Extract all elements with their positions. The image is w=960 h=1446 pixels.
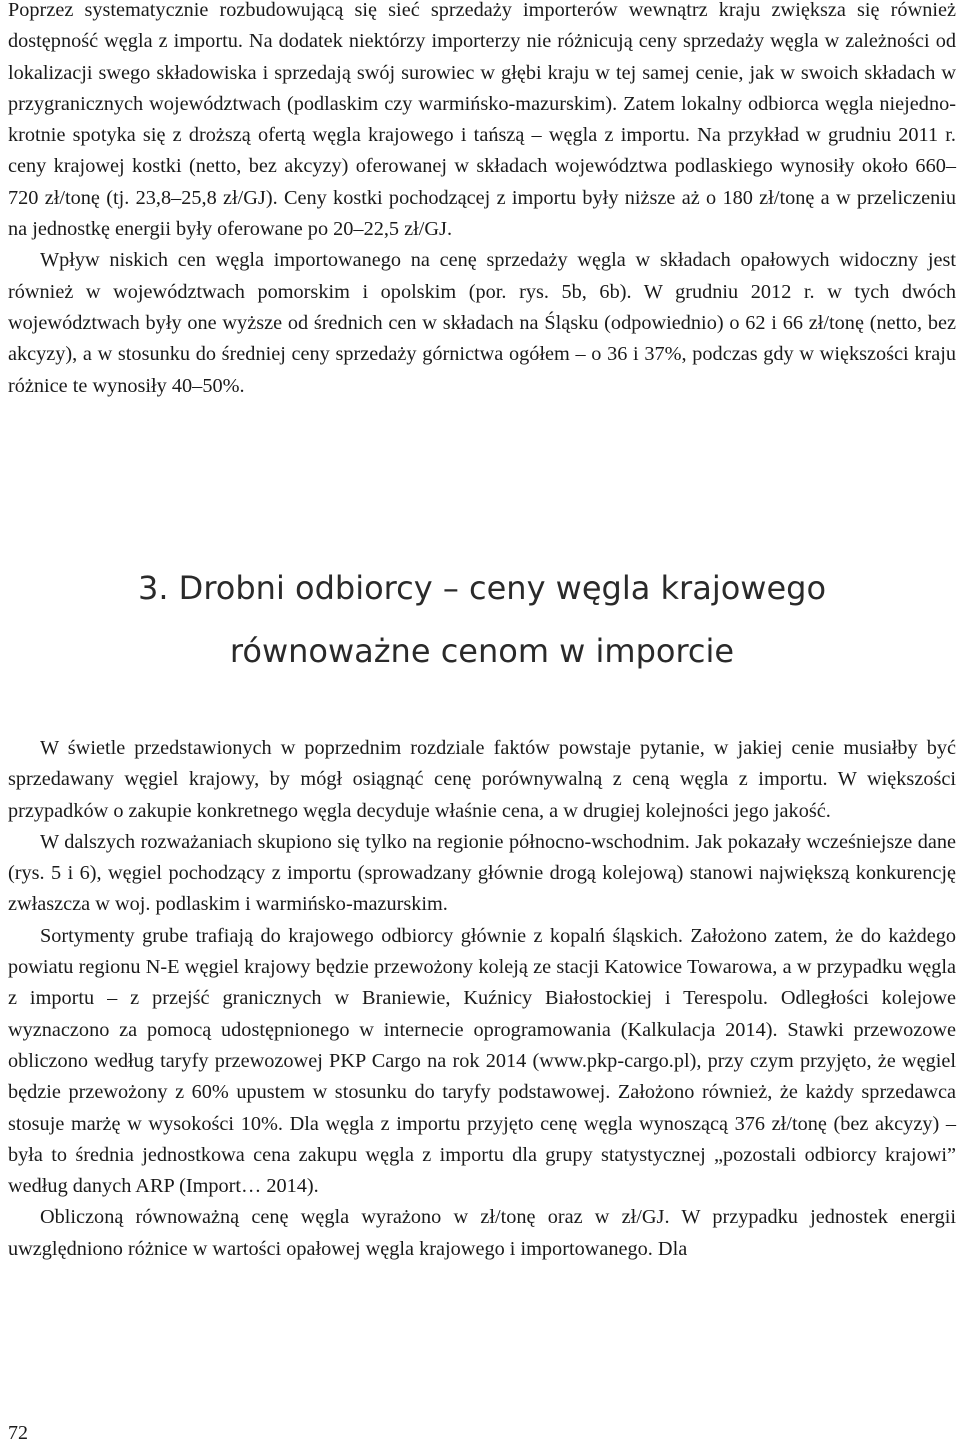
section-heading: 3. Drobni odbiorcy – ceny węgla krajowego równoważne cenom w imporcie <box>137 569 827 670</box>
paragraph-import-price-impact: Wpływ niskich cen węgla importowanego na cenę sprzedaży węgla w składach opałowych widoczny jest również w województwach pomorskim i opolskim (por. rys. 5b, 6b). W grudniu 2012 r. w tych dwóch województwach były one wyższe od średnich cen w składach na Śląsku (odpowiednio) o 62 i 66 zł/tonę (netto, bez akcyzy), a w stosunku do średniej ceny sprzedaży górnictwa ogółem – o 36 i 37%, podczas gdy w większości kraju różnice te wynosiły 40–50%. <box>8 249 956 397</box>
paragraph-research-question: W świetle przedstawionych w poprzednim rozdziale faktów powstaje pytanie, w jakiej cenie musiałby być sprzedawany węgiel krajowy, by mógł osiągnąć cenę porównywalną z ceną węgla z importu. W większości przypadków o zakupie konkretnego węgla decyduje właśnie cena, a w drugiej kolejności jego jakość. <box>8 737 956 822</box>
top-text-block <box>8 0 956 402</box>
page-number: 72 <box>8 1422 28 1444</box>
section-heading-block <box>8 557 956 683</box>
paragraph-import-availability: Poprzez systematycznie rozbudowującą się sieć sprzedaży importerów wewnątrz kraju zwiększa się również dostępność węgla z importu. Na dodatek niektórzy importerzy nie różnicują ceny sprzedaży węgla w zależności od lokalizacji swego składowiska i sprzedają swój surowiec w głębi kraju w tej samej cenie, jak w swoich składach w przygranicznych województwach (podlaskim czy warmińsko-mazurskim). Zatem lokalny odbiorca węgla niejednokrotnie spotyka się z droższą ofertą węgla krajowego i tańszą – węgla z importu. Na przykład w grudniu 2011 r. ceny krajowej kostki (netto, bez akcyzy) oferowanej w składach województwa podlaskiego wynosiły około 660–720 zł/tonę (tj. 23,8–25,8 zł/GJ). Ceny kostki pochodzącej z importu były niższe aż o 180 zł/tonę a w przeliczeniu na jednostkę energii były oferowane po 20–22,5 zł/GJ. <box>8 0 956 241</box>
bottom-text-block <box>8 733 956 1265</box>
paragraph-equivalent-price: Obliczoną równoważną cenę węgla wyrażono w zł/tonę oraz w zł/GJ. W przypadku jednostek energii uwzględniono różnice w wartości opałowej węgla krajowego i importowanego. Dla <box>8 1206 956 1260</box>
paragraph-region-focus: W dalszych rozważaniach skupiono się tylko na regionie północno-wschodnim. Jak pokazały wcześniejsze dane (rys. 5 i 6), węgiel pochodzący z importu (sprowadzany głównie drogą kolejową) stanowi największą konkurencję zwłaszcza w woj. podlaskim i warmińsko-mazurskim. <box>8 830 956 916</box>
paragraph-methodology: Sortymenty grube trafiają do krajowego odbiorcy głównie z kopalń śląskich. Założono zatem, że do każdego powiatu regionu N-E węgiel krajowy będzie przewożony koleją ze stacji Katowice Towarowa, a w przypadku węgla z importu – z przejść granicznych w Braniewie, Kuźnicy Białostockiej i Terespolu. Odległości kolejowe wyznaczono za pomocą udostępnionego w internecie oprogramowania (Kalkulacja 2014). Stawki przewozowe obliczono według taryfy przewozowej PKP Cargo na rok 2014 (www.pkp-cargo.pl), przy czym przyjęto, że węgiel będzie przewożony z 60% upustem w stosunku do taryfy podstawowej. Założono również, że każdy sprzedawca stosuje marżę w wysokości 10%. Dla węgla z importu przyjęto cenę węgla wynoszącą 376 zł/tonę (bez akcyzy) – była to średnia jednostkowa cena zakupu węgla z importu dla grupy statystycznej „pozostali odbiorcy krajowi” według danych ARP (Import… 2014). <box>8 924 956 1198</box>
